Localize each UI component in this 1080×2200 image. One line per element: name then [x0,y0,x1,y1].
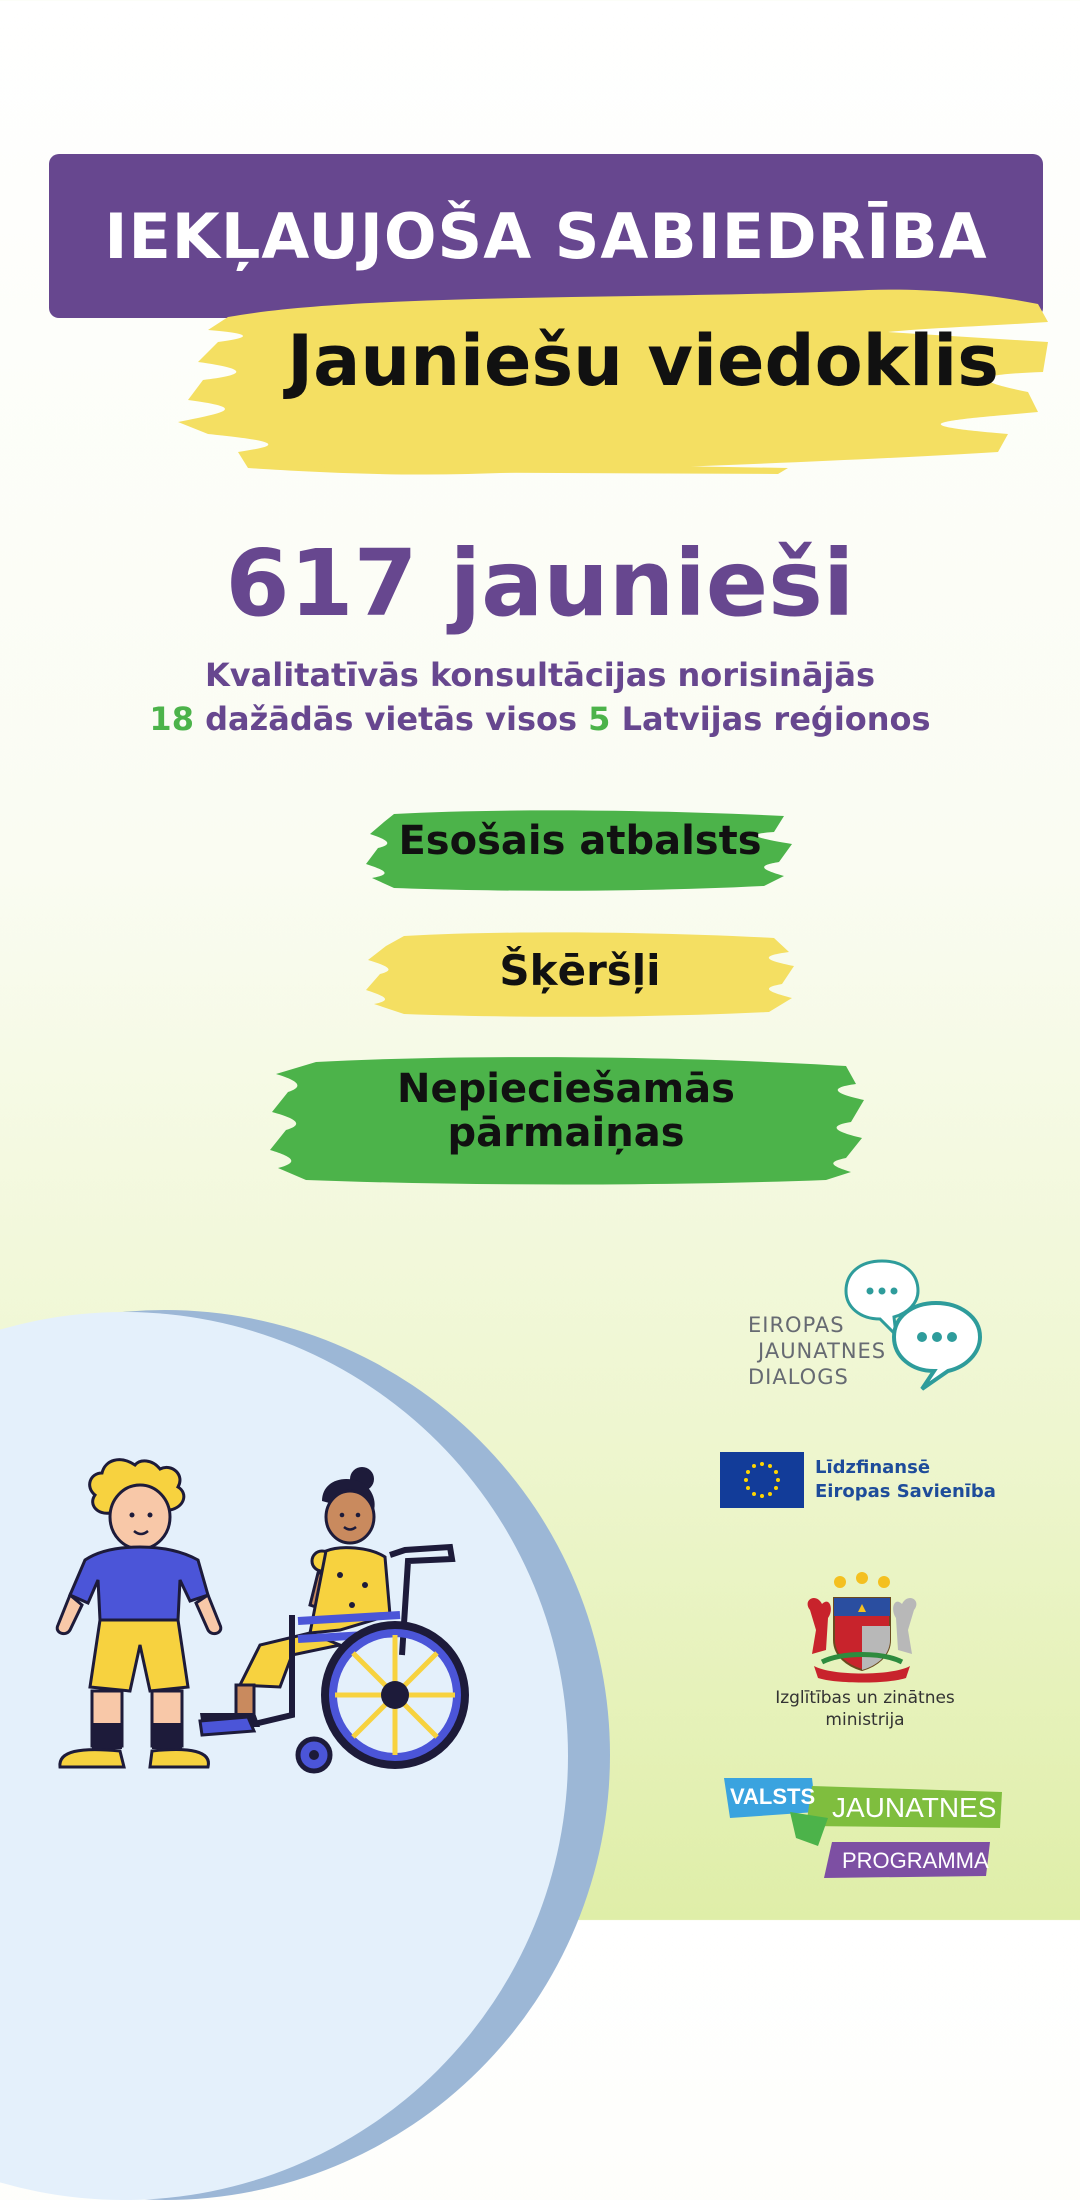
ministry-line2: ministrija [825,1710,905,1730]
participant-count: 617 jaunieši [225,530,855,637]
latvia-coat-of-arms-icon [792,1570,932,1685]
topic-label-line2: pārmaiņas [447,1110,685,1156]
consultation-info-line1: Kvalitatīvās konsultācijas norisinājās [204,656,876,694]
topic-label: Šķēršļi [499,946,661,995]
speech-bubbles-icon [836,1255,986,1395]
boy-figure [57,1460,221,1767]
subtitle-brush [168,282,1058,482]
consultation-info-line2 [0,700,1080,738]
vjp-word1: VALSTS [730,1784,816,1809]
places-text: dažādās vietās visos [193,700,589,738]
ministry-line1: Izglītības un zinātnes [775,1688,955,1708]
vjp-word3: PROGRAMMA [842,1848,989,1873]
topic-needed-changes [266,1052,866,1186]
eyd-line2: JAUNATNES [758,1339,887,1363]
vjp-word2: JAUNATNES [832,1792,997,1823]
places-count: 18 [149,700,194,738]
children-with-wheelchair-illustration [40,1455,490,1795]
regions-count: 5 [588,700,611,738]
page-title: IEKĻAUJOŠA SABIEDRĪBA [104,199,988,273]
topic-existing-support [364,804,796,894]
girl-in-wheelchair-figure [200,1467,463,1771]
regions-text: Latvijas reģionos [610,700,931,738]
eu-line2: Eiropas Savienība [815,1481,996,1502]
topic-label-line1: Nepieciešamās [397,1066,735,1112]
eiropas-jaunatnes-dialogs-logo [740,1255,990,1395]
topic-label: Esošais atbalsts [398,818,762,864]
eyd-line3: DIALOGS [748,1365,849,1389]
topic-obstacles [364,928,796,1020]
page-subtitle: Jauniešu viedoklis [287,320,999,402]
ministry-name [730,1687,1000,1731]
eu-flag-icon [720,1452,804,1508]
eyd-line1: EIROPAS [748,1313,845,1337]
eu-cofunding-text [815,1456,996,1504]
valsts-jaunatnes-programma-logo [720,1776,1010,1886]
eu-line1: Līdzfinansē [815,1457,931,1478]
